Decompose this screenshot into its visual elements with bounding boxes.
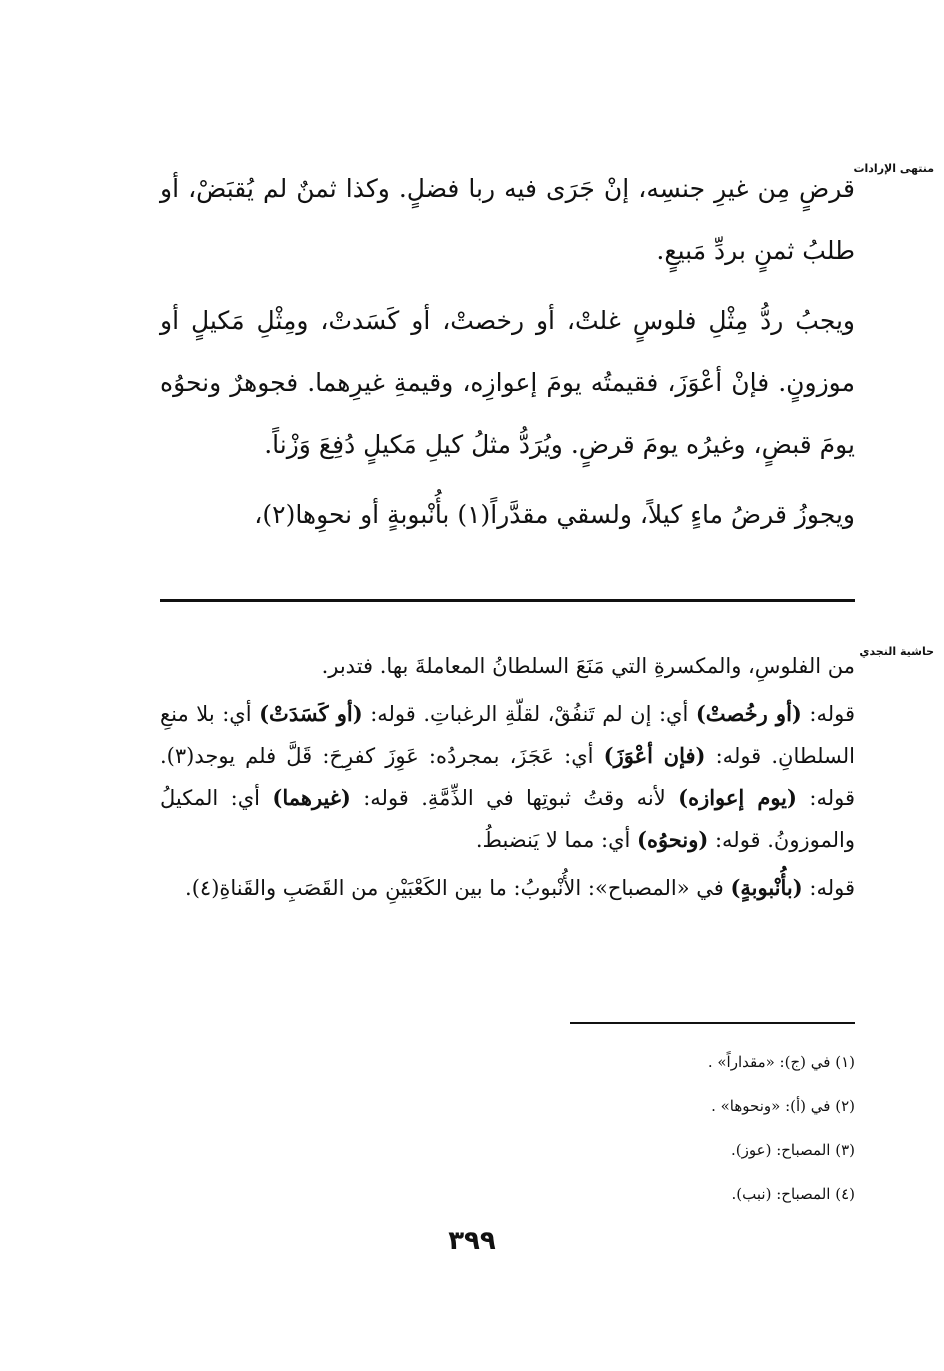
commentary-text-run: قوله: (801, 702, 856, 726)
commentary-text-run: أي: مما لا يَنضبطُ. (475, 828, 638, 852)
quoted-term: (فإن أعْوَزَ) (603, 743, 706, 768)
main-text-source-label: منتهى الإرادات (853, 162, 934, 175)
quoted-term: (أو كَسَدَتْ) (259, 701, 363, 726)
footnote-item: (٢) في (أ): «ونحوها» . (711, 1097, 855, 1115)
main-paragraph: ويجوزُ قرضُ ماءٍ كيلاً، ولسقي مقدَّراً(١) بأُنْبوبةٍ أو نحوِها(٢)، (254, 500, 855, 529)
commentary-paragraph (160, 867, 855, 909)
footnote-item: (٣) المصباح: (عوز). (731, 1141, 855, 1159)
commentary-text-run: أي: إن لم تَنفُقْ، لقلّةِ الرغباتِ. قوله: (362, 702, 696, 726)
commentary-text-run: أي: المكيلُ والموزونُ. قوله: (160, 786, 855, 852)
commentary-source-label: حاشية النجدي (859, 645, 934, 658)
commentary-text-run: قوله: (802, 876, 855, 900)
commentary-text-run: أي: بلا منعِ السلطانِ. قوله: (160, 702, 855, 768)
main-text-divider (160, 599, 855, 602)
main-text (160, 158, 855, 554)
quoted-term: (أو رخُصتْ) (695, 701, 802, 726)
commentary-text-run: أي: عَجَزَ، بمجردُه: عَوِزَ كفرِحَ: قَلَّ فلم يوجد(٣). قوله: (160, 744, 855, 810)
commentary-text (160, 645, 855, 915)
commentary-paragraph: من الفلوسِ، والمكسرةِ التي مَنَعَ السلطانُ المعاملةَ بها. فتدبر. (321, 654, 855, 678)
footnote-item: (١) في (ج): «مقداراً» . (707, 1053, 855, 1071)
main-paragraph: قرضٍ مِن غيرِ جنسِه، إنْ جَرَى فيه ربا فضلٍ. وكذا ثمنٌ لم يُقبَضْ، أو طلبُ ثمنٍ بردِّ مَبيعٍ. (160, 174, 855, 265)
quoted-term: (ونحوُه) (637, 827, 709, 852)
footnote-divider (570, 1022, 855, 1024)
commentary-text-run: لأنه وقتُ ثبوتِها في الذِّمَّةِ. قوله: (350, 786, 679, 810)
footnotes (560, 1040, 855, 1216)
commentary-paragraph (160, 693, 855, 861)
main-paragraph: ويجبُ ردُّ مِثْلِ فلوسٍ غلتْ، أو رخصتْ، أو كَسَدتْ، ومِثْلِ مَكيلٍ أو موزونٍ. فإنْ أعْوَزَ، فقيمتُه يومَ إعوازِه، وقيمةِ غيرِهما. فجوهرٌ ونحوُه يومَ قبضٍ، وغيرُه يومَ قرضٍ. ويُرَدُّ مثلُ كيلِ مَكيلٍ دُفِعَ وَزْناً. (160, 306, 855, 459)
quoted-term: (غيرهما) (272, 785, 351, 810)
page-number: ٣٩٩ (448, 1226, 496, 1256)
footnote-item: (٤) المصباح: (نبب). (731, 1185, 855, 1203)
quoted-term: (يوم إعوازه) (678, 785, 797, 810)
commentary-text-run: في «المصباح»: الأُنْبوبُ: ما بين الكَعْبَيْنِ من القَصَبِ والقَناةِ(٤). (185, 876, 731, 900)
quoted-term: (بأُنْبوبةٍ) (730, 875, 803, 900)
